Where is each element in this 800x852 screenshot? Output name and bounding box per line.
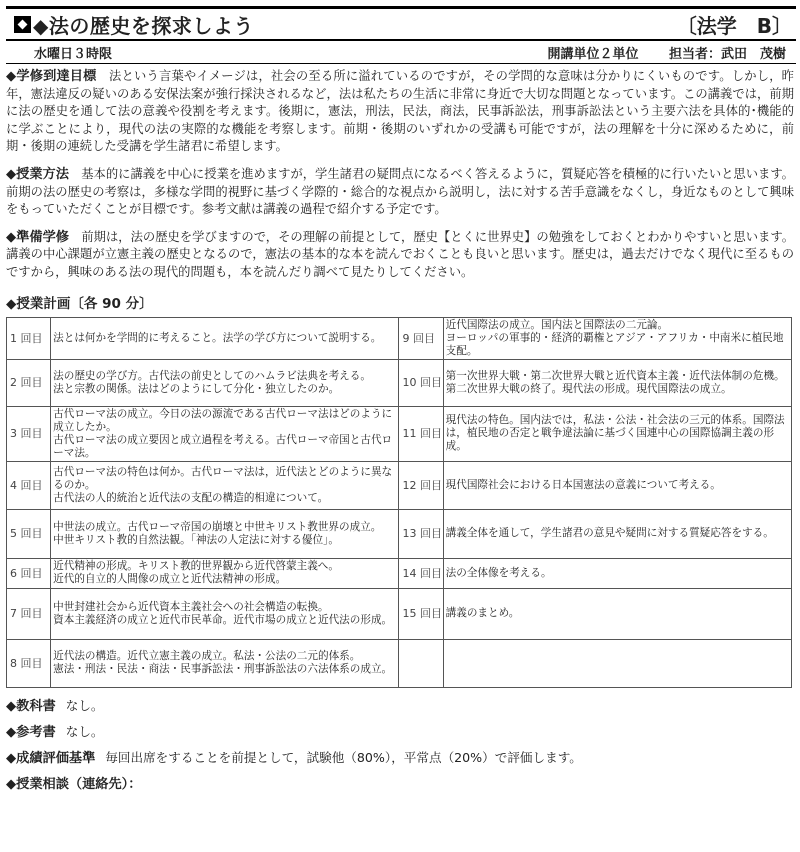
reference-row [6,721,796,740]
session-number: 15 回目 [399,588,443,639]
session-content: 古代ローマ法の特色は何か。古代ローマ法は，近代法とどのように異なるのか。 古代法の人的統治と近代法の支配の構造的相違について。 [51,461,399,509]
reference-text: なし。 [65,723,104,739]
session-content: 近代精神の形成。キリスト教的世界観から近代啓蒙主義へ。 近代的自立的人間像の成立と近代法精神の形成。 [51,558,399,588]
session-number: 12 回目 [399,461,443,509]
textbook-text: なし。 [65,697,104,713]
session-content: 古代ローマ法の成立。今日の法の源流である古代ローマ法はどのように成立したか。 古代ローマ法の成立要因と成立過程を考える。古代ローマ帝国と古代ローマ法。 [51,406,399,461]
session-number: 1 回目 [7,317,51,359]
session-content: 法の全体像を考える。 [443,558,791,588]
session-number: 9 回目 [399,317,443,359]
consult-label: ◆授業相談（連絡先）： [6,776,142,792]
grading-row [6,747,796,766]
session-content: 講義全体を通して，学生諸君の意見や疑問に対する質疑応答をする。 [443,509,791,558]
plan-row [7,359,792,406]
plan-row [7,558,792,588]
course-info-bar [6,41,796,64]
lesson-plan-table [6,317,792,688]
plan-row [7,406,792,461]
instructor: 担当者：武田 茂樹 [668,46,786,62]
grading-text: 毎回出席をすることを前提として，試験他（80%），平常点（20%）で評価します。 [105,749,582,765]
session-content: 法の歴史の学び方。古代法の前史としてのハムラビ法典を考える。 法と宗教の関係。法はどのようにして分化・独立したのか。 [51,359,399,406]
plan-row [7,509,792,558]
plan-row [7,588,792,639]
course-code: 〔法学 B〕 [676,13,792,38]
session-number: 11 回目 [399,406,443,461]
session-content: 講義のまとめ。 [443,588,791,639]
textbook-row [6,695,796,714]
session-number: 4 回目 [7,461,51,509]
session-content: 現代法の特色。国内法では，私法・公法・社会法の三元的体系。国際法は，植民地の否定と戦争違法論に基づく国連中心の国際協調主義の形成。 [443,406,791,461]
session-content: 近代国際法の成立。国内法と国際法の二元論。 ヨーロッパの軍事的・経済的覇権とアジア・アフリカ・中南米に植民地支配。 [443,317,791,359]
syllabus-page [6,0,796,792]
prep-text: 前期は，法の歴史を学びますので，その理解の前提として，歴史【とくに世界史】の勉強をしておくとわかりやすいと思います。講義の中心課題が立憲主義の歴史となるので，憲法の基本的な本を読んでおくことも良いと思います。歴史は，過去だけでなく現代に至るものですから，興味のある法の現代的問題も，本を読んだり調べて見たりしてください。 [6,229,794,279]
plan-row [7,317,792,359]
grading-label: ◆成績評価基準 [6,750,96,766]
title-bar [6,6,796,41]
goal-text: 法という言葉やイメージは，社会の至る所に溢れているのですが，その学問的な意味は分かりにくいものです。しかし，昨年，憲法違反の疑いのある安保法案が強行採決されるなど，法は私たちの生活に非常に身近で大切な問題となっています。この講義では，前期に法の歴史を通して法の意義や役割を考えます。後期に，憲法，刑法，民法，商法，民事訴訟法，刑事訴訟法という主要六法を具体的･機能的に学ぶことにより，現代の法の実際的な機能を考察します。前期・後期のいずれかの受講も可能ですが，法の理解を十分に深めるために，前期・後期の連続した受講を学生諸君に希望します。 [6,69,794,154]
session-content: 法とは何かを学問的に考えること。法学の学び方について説明する。 [51,317,399,359]
method-label: ◆授業方法 [6,166,69,182]
goal-section [6,68,796,156]
session-number: 8 回目 [7,639,51,687]
session-content: 中世法の成立。古代ローマ帝国の崩壊と中世キリスト教世界の成立。 中世キリスト教的自然法観。「神法の人定法に対する優位」。 [51,509,399,558]
consult-row [6,773,796,792]
plan-row [7,639,792,687]
session-number: 5 回目 [7,509,51,558]
prep-label: ◆準備学修 [6,229,69,245]
session-content: 中世封建社会から近代資本主義社会への社会構造の転換。 資本主義経済の成立と近代市民革命。近代市場の成立と近代法の形成。 [51,588,399,639]
session-number: 7 回目 [7,588,51,639]
session-number [399,639,443,687]
title-group [14,10,254,39]
plan-heading: ◆授業計画〔各 90 分〕 [6,295,153,312]
goal-label: ◆学修到達目標 [6,69,97,84]
session-content: 第一次世界大戦・第二次世界大戦と近代資本主義・近代法体制の危機。 第二次世界大戦の終了。現代法の形成。現代国際法の成立。 [443,359,791,406]
textbook-label: ◆教科書 [6,698,56,714]
method-section [6,166,796,219]
session-content: 近代法の構造。近代立憲主義の成立。私法・公法の二元的体系。 憲法・刑法・民法・商法・民事訴訟法・刑事訴訟法の六法体系の成立。 [51,639,399,687]
session-number: 14 回目 [399,558,443,588]
session-number: 2 回目 [7,359,51,406]
session-content: 現代国際社会における日本国憲法の意義について考える。 [443,461,791,509]
diamond-bullet-icon [14,16,31,33]
reference-label: ◆参考書 [6,724,56,740]
plan-row [7,461,792,509]
session-number: 10 回目 [399,359,443,406]
method-text: 基本的に講義を中心に授業を進めますが，学生諸君の疑問点になるべく答えるように，質疑応答を積極的に行いたいと思います。前期の法の歴史の考察は，多様な学問的視野に基づく学際的・総合的な視点から説明し，法に対する苦手意識をなくし，身近なものとして興味をもっていただくことが目標です。参考文献は講義の過程で紹介する予定です。 [6,166,794,217]
course-title: ◆法の歴史を探求しよう [33,13,254,38]
session-number: 3 回目 [7,406,51,461]
prep-section [6,229,796,282]
day-period: 水曜日３時限 [34,46,113,62]
course-meta [521,43,786,62]
session-number: 6 回目 [7,558,51,588]
credits: 開講単位２単位 [547,46,639,62]
session-content [443,639,791,687]
session-number: 13 回目 [399,509,443,558]
